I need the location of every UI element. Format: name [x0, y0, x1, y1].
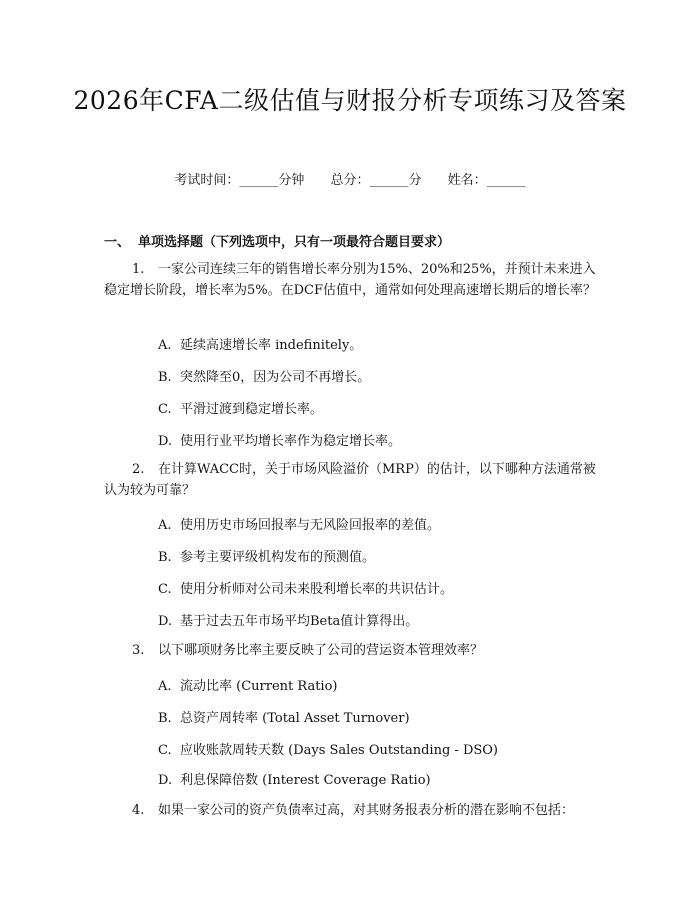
option-letter: A.	[158, 679, 172, 694]
question-number: 4.	[132, 803, 145, 818]
option-text: 使用分析师对公司未来股利增长率的共识估计。	[180, 582, 454, 597]
option-3d	[158, 769, 431, 788]
option-3c	[158, 739, 498, 758]
question-text: 如果一家公司的资产负债率过高，对其财务报表分析的潜在影响不包括：	[158, 803, 575, 818]
question-4	[104, 800, 600, 821]
option-1d	[158, 430, 401, 449]
document-title: 2026年CFA二级估值与财报分析专项练习及答案	[73, 86, 627, 115]
option-text: 利息保障倍数 (Interest Coverage Ratio)	[180, 773, 431, 788]
exam-time: 考试时间：______分钟	[174, 173, 305, 188]
option-letter: C.	[158, 743, 172, 758]
option-letter: C.	[158, 582, 172, 597]
exam-meta	[0, 169, 700, 188]
question-text: 以下哪项财务比率主要反映了公司的营运资本管理效率？	[158, 643, 484, 658]
option-text: 参考主要评级机构发布的预测值。	[180, 550, 376, 565]
option-text: 基于过去五年市场平均Beta值计算得出。	[180, 614, 419, 629]
option-text: 总资产周转率 (Total Asset Turnover)	[180, 711, 410, 726]
section-number: 一、	[104, 235, 131, 250]
question-2	[104, 459, 600, 501]
exam-score: 总分：______分	[330, 173, 422, 188]
section-title: 单项选择题（下列选项中，只有一项最符合题目要求）	[138, 235, 451, 250]
option-1c	[158, 398, 323, 417]
option-letter: B.	[158, 550, 172, 565]
option-text: 突然降至0，因为公司不再增长。	[180, 370, 371, 385]
question-text: 一家公司连续三年的销售增长率分别为15%、20%和25%，并预计未来进入稳定增长阶段，增长率为5%。在DCF估值中，通常如何处理高速增长期后的增长率？	[104, 262, 597, 298]
option-letter: C.	[158, 402, 172, 417]
question-number: 2.	[132, 462, 145, 477]
question-3	[104, 640, 600, 661]
option-text: 使用历史市场回报率与无风险回报率的差值。	[180, 518, 441, 533]
option-2a	[158, 514, 440, 533]
question-1	[104, 259, 600, 301]
option-letter: D.	[158, 434, 173, 449]
option-letter: D.	[158, 614, 173, 629]
option-2d	[158, 610, 418, 629]
option-1b	[158, 366, 370, 385]
option-letter: B.	[158, 370, 172, 385]
option-text: 使用行业平均增长率作为稳定增长率。	[180, 434, 402, 449]
section-heading	[104, 231, 450, 250]
question-text: 在计算WACC时，关于市场风险溢价（MRP）的估计，以下哪种方法通常被认为较为可靠？	[104, 462, 596, 498]
option-3a	[158, 675, 338, 694]
option-text: 应收账款周转天数 (Days Sales Outstanding - DSO)	[180, 743, 498, 758]
option-text: 流动比率 (Current Ratio)	[180, 679, 338, 694]
option-letter: B.	[158, 711, 172, 726]
option-text: 延续高速增长率 indefinitely。	[180, 338, 363, 353]
option-letter: A.	[158, 518, 172, 533]
exam-name: 姓名：______	[447, 173, 526, 188]
option-text: 平滑过渡到稳定增长率。	[180, 402, 324, 417]
option-letter: D.	[158, 773, 173, 788]
question-number: 1.	[132, 262, 145, 277]
option-letter: A.	[158, 338, 172, 353]
question-number: 3.	[132, 643, 145, 658]
option-3b	[158, 707, 410, 726]
option-2c	[158, 578, 453, 597]
option-2b	[158, 546, 375, 565]
option-1a	[158, 334, 362, 353]
